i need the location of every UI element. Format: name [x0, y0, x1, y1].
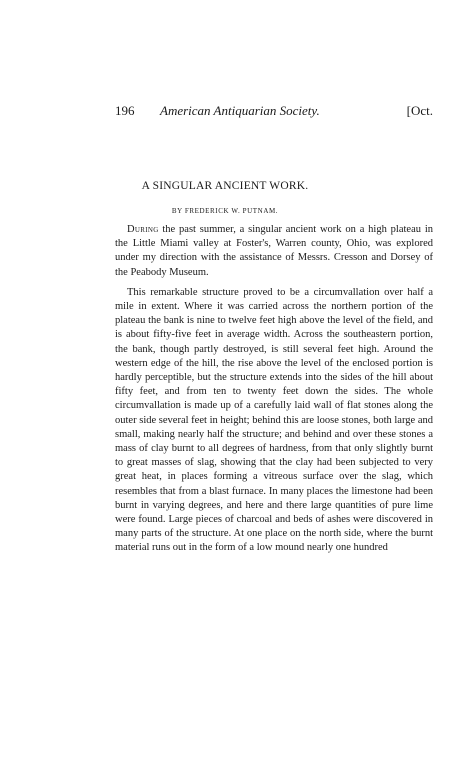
paragraph-2: This remarkable structure proved to be a circumvallation over half a mile in extent. Where it was carried across the northern portion of the plateau the bank is nine to twelve feet high above the level of the field, and is about fifty-five feet in average width. Across the southeastern portion, the bank, though partly destroyed, is still several feet high. Around the western edge of the hill, the rise above the level of the enclosed portion is hardly perceptible, but the structure extends into the sides of the hill about fifty feet, and from ten to twenty feet down the sides. The whole circumvallation is made up of a carefully laid wall of flat stones along the outer side several feet in height; behind this are loose stones, both large and small, making nearly half the structure; and behind and over these stones a mass of clay burnt to all degrees of hardness, from that only slightly burnt to great masses of slag, showing that the clay had been subjected to very great heat, in places forming a vitreous surface over the slag, which resembles that from a blast furnace. In many places the limestone had been burnt in varying degrees, and here and there large quantities of pure lime were found. Large pieces of charcoal and beds of ashes were discovered in many parts of the structure. At one place on the north side, where the burnt material runs out in the form of a low mound nearly one hundred [115, 286, 433, 554]
issue-mark: [Oct. [406, 103, 433, 118]
journal-title: American Antiquarian Society. [160, 103, 320, 118]
article-title: A SINGULAR ANCIENT WORK. [141, 180, 309, 192]
page-number: 196 [115, 103, 135, 118]
paragraph-1-text: the past summer, a singular ancient work on a high plateau in the Little Miami valley at Foster's, Warren county, Ohio, was explored under my direction with the assistance of Messrs. Cresson and Dorsey of the Peabody Museum. [115, 224, 433, 278]
article-body [115, 223, 433, 562]
paragraph-lead-word: During [127, 224, 159, 235]
author-byline: BY FREDERICK W. PUTNAM. [171, 207, 279, 215]
running-head [115, 103, 433, 123]
paragraph-1 [115, 223, 433, 280]
